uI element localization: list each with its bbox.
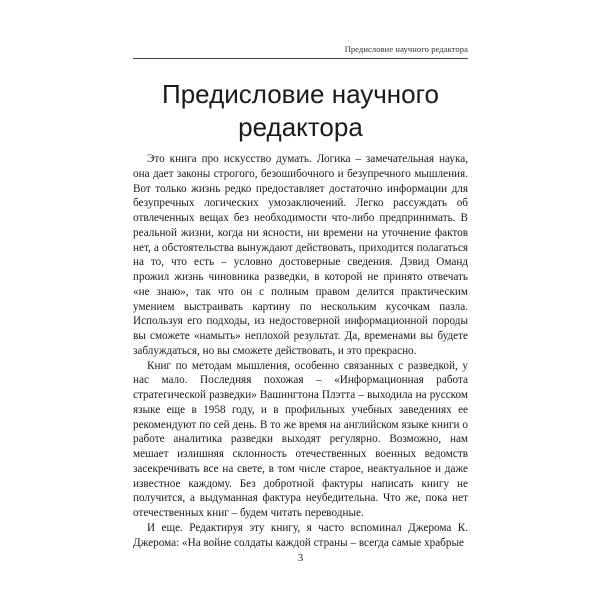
page-number: 3 (297, 552, 304, 564)
chapter-title (133, 78, 468, 144)
paragraph-1: Это книга про искусство думать. Логика – замечательная наука, она дает законы строгого, безошибочного и безупречного мышления. Вот только жизнь редко предоставляет достаточно информации для безупречных логических умозаключений. Легко рассуждать об отвлеченных вещах без необходимости что-либо предпринимать. В реальной жизни, когда ни ясности, ни времени на уточнение фактов нет, а обстоятельства вынуждают действовать, приходится полагаться на то, что есть – условно достоверные сведения. Дэвид Оманд прожил жизнь чиновника разведки, в которой не принято отвечать «не знаю», так что он с полным правом делится практическим умением выстраивать картину по нескольким кусочкам пазла. Используя его подходы, из недостоверной информационной породы вы сможете «намыть» неплохой результат. Да, временами вы будете заблуждаться, но вы сможете действовать, и это прекрасно. (133, 153, 468, 357)
paragraph-3: И еще. Редактируя эту книгу, я часто вспоминал Джерома К. Джерома: «На войне солдаты каждой страны – всегда самые храбрые (133, 521, 468, 549)
header-rule (133, 58, 468, 59)
chapter-title-line-1: Предисловие научного (162, 79, 439, 109)
chapter-title-line-2: редактора (238, 112, 363, 142)
body-text (133, 152, 468, 550)
paragraph-2: Книг по методам мышления, особенно связанных с разведкой, у нас мало. Последняя похожая – «Информационная работа стратегической разведки» Вашингтона Плэтта – выходила на русском языке еще в 1958 году, и в профильных учебных заведениях ее рекомендуют по сей день. В то же время на английском языке книги о работе аналитика разведки выходят регулярно. Возможно, нам мешает излишняя склонность отечественных военных ведомств засекречивать все на свете, в том числе старое, неактуальное и даже известное каждому. Без добротной фактуры написать книгу не получится, а выдуманная фактура неубедительна. Что же, пока нет отечественных книг – будем читать переводные. (133, 359, 468, 519)
running-header: Предисловие научного редактора (344, 44, 468, 54)
